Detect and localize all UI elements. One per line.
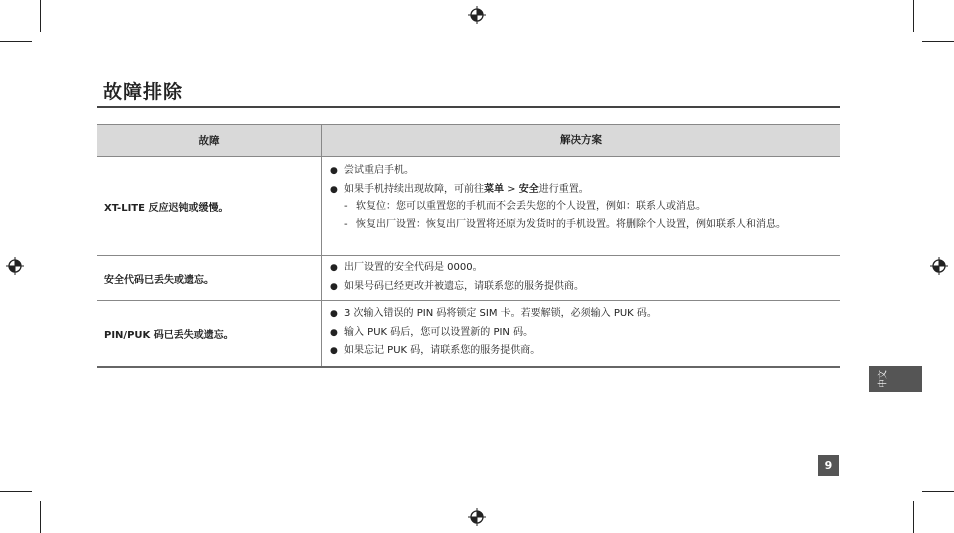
problem-cell: XT-LITE 反应迟钝或缓慢。 [97, 157, 322, 255]
crop-mark [40, 501, 41, 533]
list-item: ● 如果号码已经更改并被遗忘，请联系您的服务提供商。 [330, 278, 832, 297]
language-tab-label: 中文 [878, 369, 889, 389]
crop-mark [0, 41, 32, 42]
crop-mark [913, 0, 914, 32]
bullet-icon: ● [330, 184, 338, 195]
page-number: 9 [818, 455, 839, 476]
problem-cell: PIN/PUK 码已丢失或遗忘。 [97, 301, 322, 366]
solution-cell [322, 301, 840, 366]
page-title: 故障排除 [103, 81, 184, 103]
list-item: ● 输入 PUK 码后，您可以设置新的 PIN 码。 [330, 324, 832, 343]
bullet-icon: ● [330, 346, 338, 356]
bullet-icon: ● [330, 309, 338, 319]
solution-cell [322, 157, 840, 255]
list-item: ● 尝试重启手机。 [330, 162, 832, 181]
table-row [97, 256, 840, 301]
table-row [97, 157, 840, 256]
menu-path-menu: 菜单 [484, 183, 504, 195]
registration-mark-icon [468, 6, 486, 24]
sub-item: - 软复位：您可以重置您的手机而不会丢失您的个人设置，例如：联系人或消息。 [330, 199, 832, 215]
troubleshooting-table [97, 124, 840, 368]
crop-mark [0, 491, 32, 492]
dash-icon: - [344, 218, 348, 230]
registration-mark-icon [6, 257, 24, 275]
list-item: ● 出厂设置的安全代码是 0000。 [330, 259, 832, 278]
problem-cell: 安全代码已丢失或遗忘。 [97, 256, 322, 300]
registration-mark-icon [468, 508, 486, 526]
solution-cell [322, 256, 840, 300]
list-item: ● 如果手机持续出现故障，可前往菜单 > 安全进行重置。 [330, 181, 832, 200]
header-solution: 解决方案 [560, 134, 602, 146]
crop-mark [40, 0, 41, 32]
table-header-row [97, 124, 840, 157]
language-tab [869, 366, 922, 392]
bullet-icon: ● [330, 281, 338, 292]
title-rule [97, 106, 840, 108]
sub-item: - 恢复出厂设置：恢复出厂设置将还原为发货时的手机设置。将删除个人设置，例如联系人和消息。 [330, 217, 832, 233]
list-item: ● 如果忘记 PUK 码，请联系您的服务提供商。 [330, 342, 832, 361]
bullet-icon: ● [330, 327, 338, 338]
table-row [97, 301, 840, 368]
menu-path-security: 安全 [518, 183, 539, 195]
bullet-icon: ● [330, 263, 338, 273]
crop-mark [922, 41, 954, 42]
list-item: ● 3 次输入错误的 PIN 码将锁定 SIM 卡。若要解锁，必须输入 PUK 码。 [330, 305, 832, 324]
crop-mark [913, 501, 914, 533]
crop-mark [922, 491, 954, 492]
header-problem: 故障 [97, 125, 322, 156]
registration-mark-icon [930, 257, 948, 275]
bullet-icon: ● [330, 166, 338, 176]
dash-icon: - [344, 201, 348, 212]
